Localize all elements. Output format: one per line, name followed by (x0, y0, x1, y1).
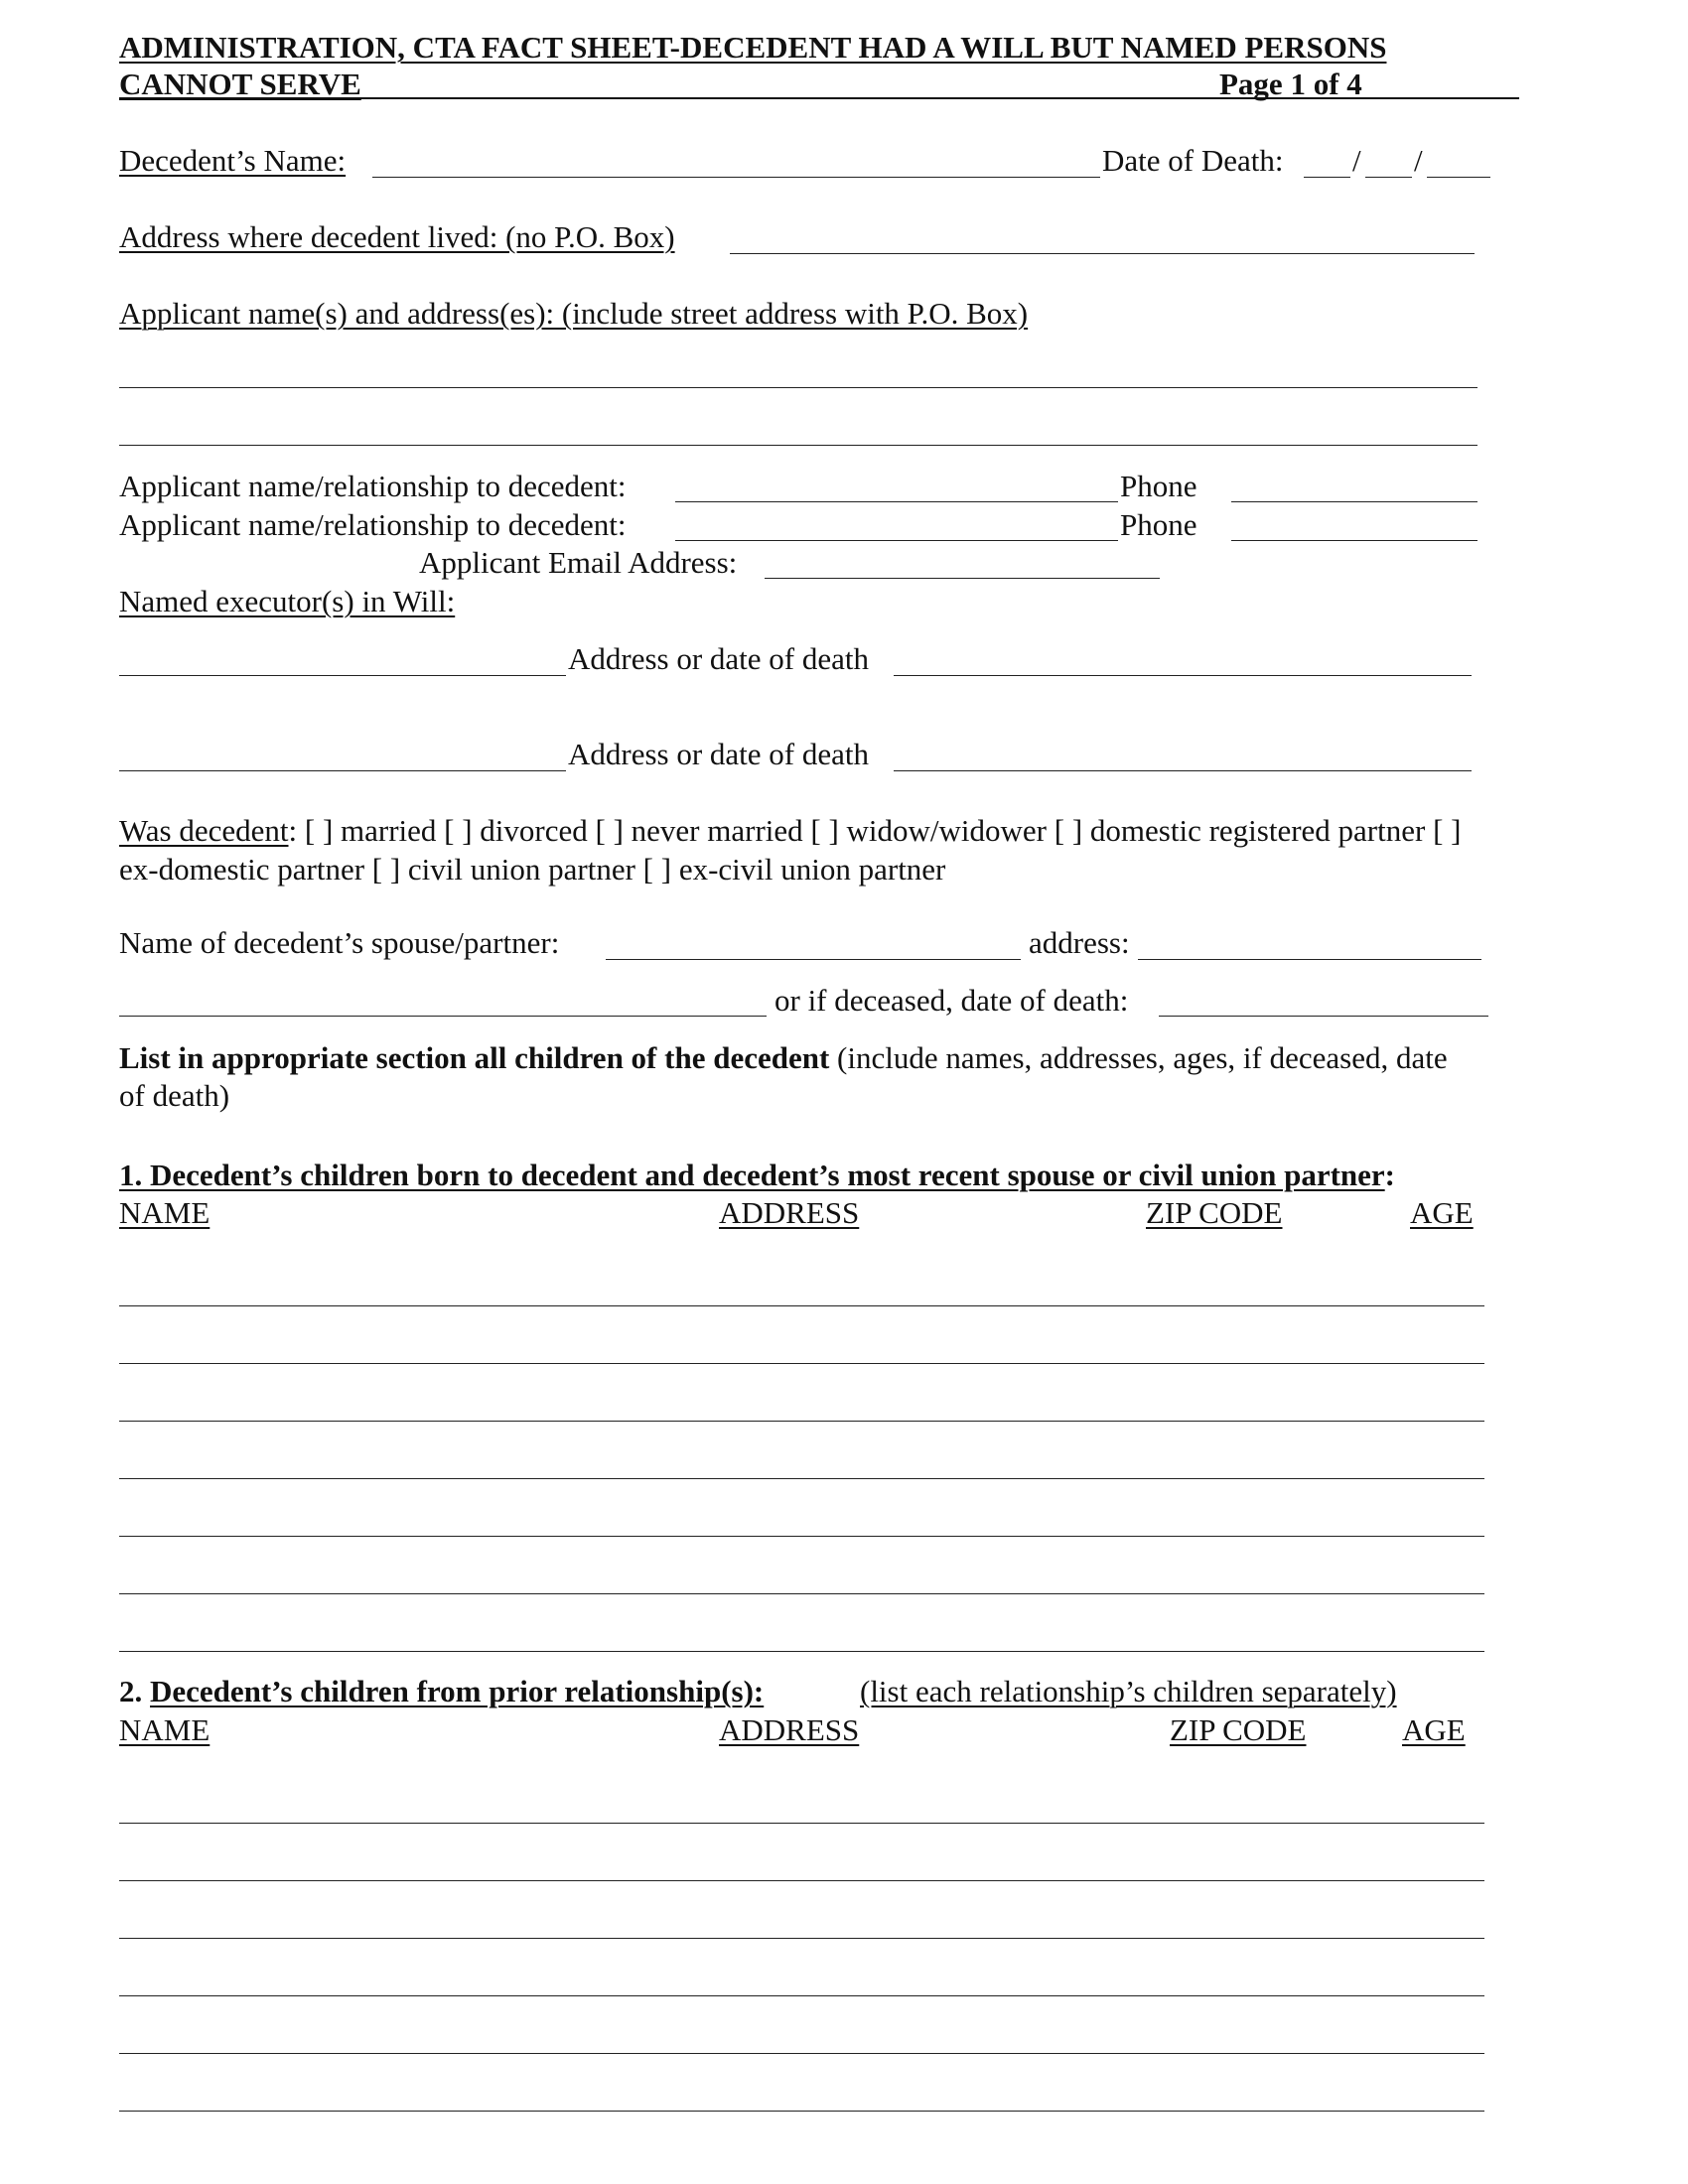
executor-address-field-1[interactable] (894, 675, 1472, 676)
applicant-relationship-field-2[interactable] (675, 540, 1118, 541)
applicant-address-line-2[interactable] (119, 445, 1477, 446)
section2-col-name: NAME (119, 1712, 211, 1747)
marital-status-colon: : (288, 813, 298, 848)
marital-status-options-line2[interactable]: ex-domestic partner [ ] civil union partner [ ] ex-civil union partner (119, 852, 946, 887)
section2-child-row-5[interactable] (119, 2053, 1484, 2054)
executor-address-field-2[interactable] (894, 770, 1472, 771)
applicant-email-field[interactable] (765, 578, 1160, 579)
spouse-address-field-continued[interactable] (119, 1016, 767, 1017)
section1-heading: 1. Decedent’s children born to decedent and decedent’s most recent spouse or civil union partner (119, 1158, 1385, 1192)
date-separator-1: / (1352, 143, 1361, 178)
children-intro-line2: of death) (119, 1078, 230, 1113)
section1-heading-colon: : (1384, 1158, 1395, 1192)
applicant-relationship-field-1[interactable] (675, 501, 1118, 502)
executor-name-field-1[interactable] (119, 675, 566, 676)
decedent-address-label: Address where decedent lived: (no P.O. Box) (119, 219, 675, 254)
section1-child-row-6[interactable] (119, 1593, 1484, 1594)
marital-status-line1 (119, 815, 1461, 846)
section2-child-row-3[interactable] (119, 1938, 1484, 1939)
section1-col-name: NAME (119, 1195, 211, 1230)
section1-child-row-1[interactable] (119, 1305, 1484, 1306)
spouse-address-label: address: (1029, 925, 1130, 960)
section2-number: 2. (119, 1674, 150, 1708)
children-intro-line1 (119, 1042, 1448, 1073)
marital-status-label: Was decedent (119, 813, 289, 848)
section2-note: (list each relationship’s children separately) (860, 1674, 1397, 1708)
section1-col-zip: ZIP CODE (1146, 1195, 1283, 1230)
section2-child-row-1[interactable] (119, 1823, 1484, 1824)
phone-field-2[interactable] (1231, 540, 1477, 541)
section2-heading: Decedent’s children from prior relationship(s): (150, 1674, 765, 1708)
applicant-relationship-label-1: Applicant name/relationship to decedent: (119, 469, 627, 503)
page-indicator: Page 1 of 4 (1219, 67, 1362, 101)
section2-col-zip: ZIP CODE (1170, 1712, 1307, 1747)
page-title-line1: ADMINISTRATION, CTA FACT SHEET-DECEDENT HAD A WILL BUT NAMED PERSONS (119, 30, 1387, 65)
page-title-line2: CANNOT SERVE (119, 67, 361, 101)
date-of-death-label: Date of Death: (1102, 143, 1284, 178)
date-separator-2: / (1414, 143, 1423, 178)
executor-name-field-2[interactable] (119, 770, 566, 771)
phone-label-1: Phone (1120, 469, 1197, 503)
section1-child-row-7[interactable] (119, 1651, 1484, 1652)
named-executors-heading: Named executor(s) in Will: (119, 584, 456, 618)
phone-field-1[interactable] (1231, 501, 1477, 502)
applicant-email-label: Applicant Email Address: (419, 545, 738, 580)
spouse-address-field[interactable] (1138, 959, 1481, 960)
children-intro-rest: (include names, addresses, ages, if deceased, date (829, 1040, 1448, 1075)
phone-label-2: Phone (1120, 507, 1197, 542)
decedent-name-field[interactable] (372, 177, 1100, 178)
section1-child-row-5[interactable] (119, 1536, 1484, 1537)
section1-child-row-2[interactable] (119, 1363, 1484, 1364)
section1-col-address: ADDRESS (719, 1195, 860, 1230)
section2-col-age: AGE (1402, 1712, 1466, 1747)
section2-child-row-2[interactable] (119, 1880, 1484, 1881)
section2-child-row-4[interactable] (119, 1995, 1484, 1996)
spouse-date-of-death-field[interactable] (1159, 1016, 1488, 1017)
applicant-relationship-label-2: Applicant name/relationship to decedent: (119, 507, 627, 542)
applicant-names-addresses-label: Applicant name(s) and address(es): (include street address with P.O. Box) (119, 296, 1029, 331)
applicant-address-line-1[interactable] (119, 387, 1477, 388)
spouse-name-label: Name of decedent’s spouse/partner: (119, 925, 560, 960)
date-of-death-year-field[interactable] (1427, 177, 1490, 178)
section1-child-row-3[interactable] (119, 1421, 1484, 1422)
date-of-death-day-field[interactable] (1365, 177, 1412, 178)
decedent-address-field[interactable] (730, 253, 1475, 254)
section2-heading-row (119, 1676, 764, 1706)
date-of-death-month-field[interactable] (1304, 177, 1350, 178)
section1-child-row-4[interactable] (119, 1478, 1484, 1479)
marital-status-options-line1[interactable]: [ ] married [ ] divorced [ ] never married [ ] widow/widower [ ] domestic registered partner [ ] (297, 813, 1462, 848)
spouse-name-field[interactable] (606, 959, 1021, 960)
spouse-deceased-label: or if deceased, date of death: (774, 983, 1129, 1018)
children-intro-bold: List in appropriate section all children of the decedent (119, 1040, 830, 1075)
section2-child-row-6[interactable] (119, 2111, 1484, 2112)
executor-address-label-2: Address or date of death (568, 737, 870, 771)
section1-col-age: AGE (1410, 1195, 1474, 1230)
decedent-name-label: Decedent’s Name: (119, 143, 347, 178)
executor-address-label-1: Address or date of death (568, 641, 870, 676)
section1-heading-row (119, 1160, 1395, 1190)
section2-col-address: ADDRESS (719, 1712, 860, 1747)
